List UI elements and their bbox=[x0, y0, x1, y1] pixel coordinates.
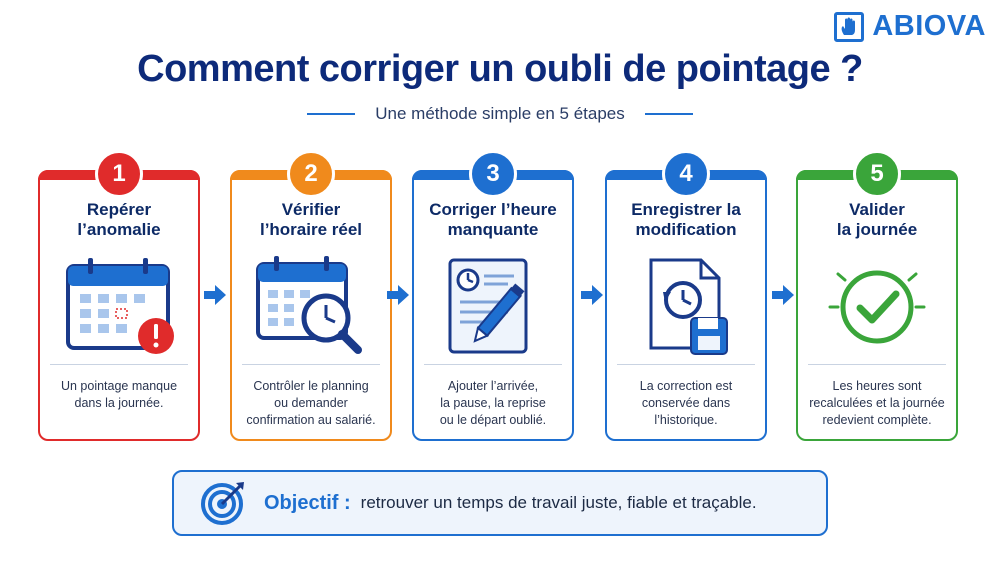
step-desc-line: ou demander bbox=[274, 396, 348, 410]
save-history-icon bbox=[607, 252, 765, 362]
page-title: Comment corriger un oubli de pointage ? bbox=[137, 48, 863, 90]
card-divider bbox=[242, 364, 380, 365]
step-number-badge: 1 bbox=[95, 150, 143, 198]
page-subtitle: Une méthode simple en 5 étapes bbox=[375, 104, 625, 123]
step-desc-line: confirmation au salarié. bbox=[246, 413, 376, 427]
step-description bbox=[238, 378, 384, 429]
objective-label: Objectif : bbox=[264, 491, 351, 514]
step-title bbox=[40, 200, 198, 240]
step-number-badge: 5 bbox=[853, 150, 901, 198]
step-title-line: la journée bbox=[836, 220, 918, 239]
step-desc-line: Un pointage manque bbox=[60, 379, 178, 393]
step-desc-line: recalculées et la journée bbox=[809, 396, 945, 410]
step-desc-line: ou le départ oublié. bbox=[439, 413, 547, 427]
arrow-right-icon bbox=[204, 285, 226, 305]
card-divider bbox=[50, 364, 188, 365]
step-desc-line: Contrôler le planning bbox=[253, 379, 369, 393]
step-desc-line: Ajouter l’arrivée, bbox=[447, 379, 539, 393]
step-card-2 bbox=[230, 160, 392, 441]
step-card-1 bbox=[38, 160, 200, 441]
card-divider bbox=[424, 364, 562, 365]
target-icon bbox=[200, 480, 246, 526]
step-description bbox=[46, 378, 192, 412]
step-title-line: modification bbox=[635, 220, 737, 239]
step-number-badge: 2 bbox=[287, 150, 335, 198]
step-desc-line: conservée dans bbox=[641, 396, 731, 410]
objective-text: retrouver un temps de travail juste, fiable et traçable. bbox=[360, 493, 757, 512]
subtitle-row bbox=[0, 104, 1000, 124]
step-title-line: Enregistrer la bbox=[631, 200, 741, 219]
step-card-4 bbox=[605, 160, 767, 441]
step-title bbox=[414, 200, 572, 240]
step-desc-line: la pause, la reprise bbox=[440, 396, 546, 410]
step-title-line: Repérer bbox=[86, 200, 152, 219]
step-description bbox=[613, 378, 759, 429]
arrow-right-icon bbox=[772, 285, 794, 305]
step-title-line: l’anomalie bbox=[77, 220, 161, 239]
step-title-line: Vérifier bbox=[281, 200, 341, 219]
objective-banner bbox=[172, 470, 828, 536]
subtitle-divider-right bbox=[645, 113, 693, 115]
hand-icon bbox=[834, 12, 864, 42]
step-title bbox=[607, 200, 765, 240]
step-description bbox=[804, 378, 950, 429]
step-desc-line: La correction est bbox=[639, 379, 733, 393]
subtitle-divider-left bbox=[307, 113, 355, 115]
arrow-right-icon bbox=[387, 285, 409, 305]
brand-logo bbox=[834, 10, 986, 43]
step-card-5 bbox=[796, 160, 958, 441]
step-description bbox=[420, 378, 566, 429]
step-desc-line: l’historique. bbox=[654, 413, 718, 427]
step-desc-line: redevient complète. bbox=[822, 413, 932, 427]
calendar-alert-icon bbox=[40, 252, 198, 362]
step-title bbox=[798, 200, 956, 240]
checkmark-icon bbox=[798, 252, 956, 362]
step-number-badge: 3 bbox=[469, 150, 517, 198]
step-desc-line: Les heures sont bbox=[832, 379, 922, 393]
document-edit-icon bbox=[414, 252, 572, 362]
step-number-badge: 4 bbox=[662, 150, 710, 198]
calendar-search-icon bbox=[232, 252, 390, 362]
brand-name: ABIOVA bbox=[872, 10, 986, 42]
step-title-line: manquante bbox=[447, 220, 539, 239]
step-card-3 bbox=[412, 160, 574, 441]
card-divider bbox=[808, 364, 946, 365]
step-title bbox=[232, 200, 390, 240]
step-title-line: l’horaire réel bbox=[259, 220, 363, 239]
card-divider bbox=[617, 364, 755, 365]
step-desc-line: dans la journée. bbox=[74, 396, 164, 410]
step-title-line: Valider bbox=[849, 200, 905, 219]
arrow-right-icon bbox=[581, 285, 603, 305]
step-title-line: Corriger l’heure bbox=[429, 200, 557, 219]
